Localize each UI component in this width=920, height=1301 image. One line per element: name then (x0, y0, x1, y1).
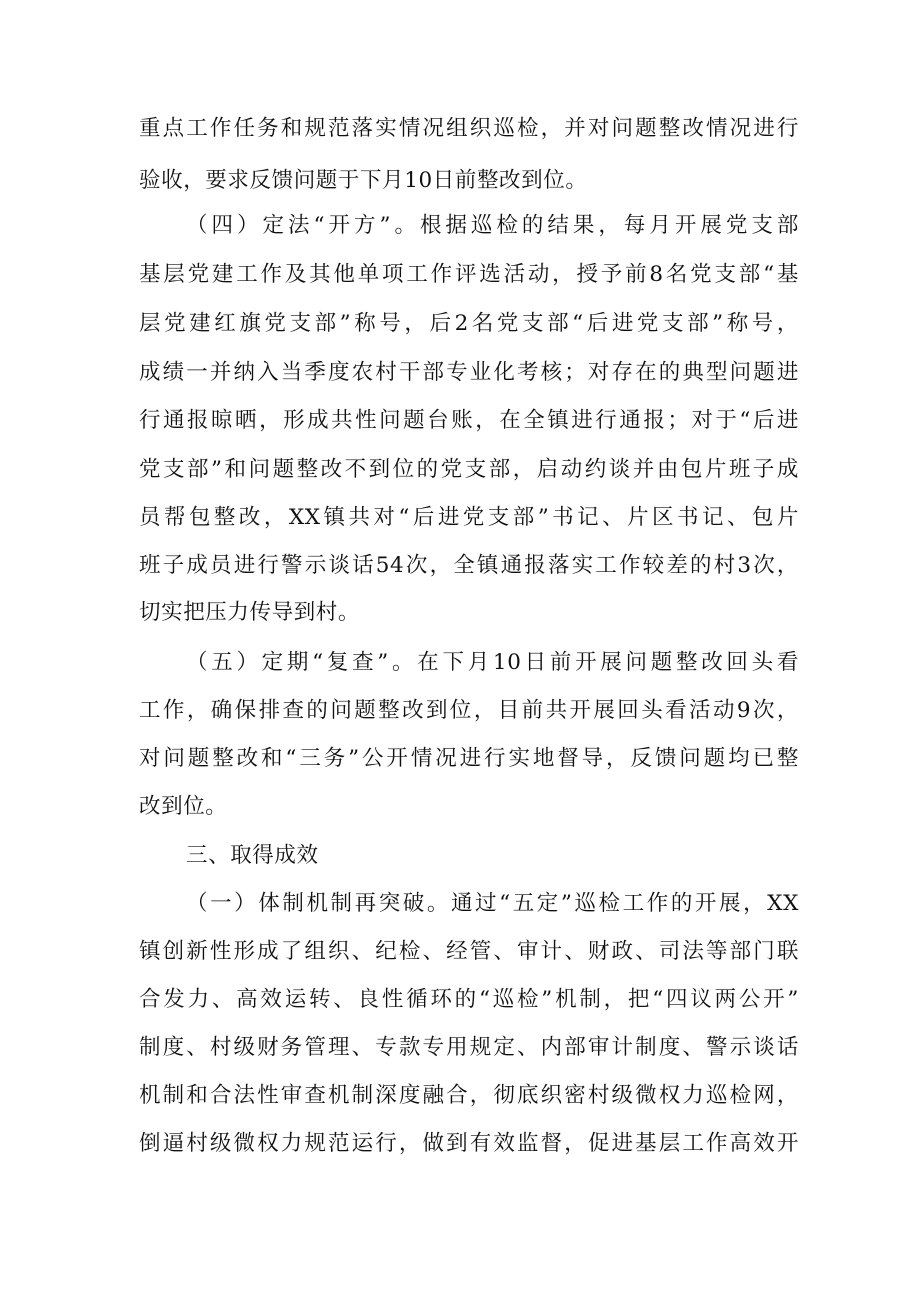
paragraph-line: （四）定法“开方”。根据巡检的结果，每月开展党支部 (186, 213, 799, 238)
paragraph-line: （一）体制机制再突破。通过“五定”巡检工作的开展，XX (186, 891, 799, 916)
paragraph-line: 切实把压力传导到村。 (139, 600, 361, 625)
paragraph-line: 成绩一并纳入当季度农村干部专业化考核；对存在的典型问题进 (139, 360, 799, 385)
paragraph-line: 层党建红旗党支部”称号，后2名党支部“后进党支部”称号， (139, 311, 799, 336)
paragraph-line: 重点工作任务和规范落实情况组织巡检，并对问题整改情况进行 (139, 116, 799, 141)
paragraph-line: 镇创新性形成了组织、纪检、经管、审计、财政、司法等部门联 (139, 939, 799, 964)
paragraph-line: 基层党建工作及其他单项工作评选活动，授予前8名党支部“基 (139, 262, 799, 287)
paragraph-line: 制度、村级财务管理、专款专用规定、内部审计制度、警示谈话 (139, 1035, 799, 1060)
paragraph-line: 行通报晾晒，形成共性问题台账，在全镇进行通报；对于“后进 (139, 408, 799, 433)
paragraph-line: 验收，要求反馈问题于下月10日前整改到位。 (139, 168, 588, 193)
paragraph-line: 倒逼村级微权力规范运行，做到有效监督，促进基层工作高效开 (139, 1131, 799, 1156)
paragraph-line: 班子成员进行警示谈话54次，全镇通报落实工作较差的村3次， (139, 553, 799, 578)
paragraph-line: （五）定期“复查”。在下月10日前开展问题整改回头看 (186, 650, 799, 675)
paragraph-line: 员帮包整改，XX镇共对“后进党支部”书记、片区书记、包片 (139, 505, 799, 530)
paragraph-line: 改到位。 (139, 794, 228, 819)
paragraph-line: 党支部”和问题整改不到位的党支部，启动约谈并由包片班子成 (139, 457, 799, 482)
paragraph-line: 合发力、高效运转、良性循环的“巡检”机制，把“四议两公开” (139, 987, 799, 1012)
paragraph-line: 对问题整改和“三务”公开情况进行实地督导，反馈问题均已整 (139, 746, 799, 771)
paragraph-line: 机制和合法性审查机制深度融合，彻底织密村级微权力巡检网， (139, 1083, 799, 1108)
section-heading: 三、取得成效 (186, 843, 319, 868)
paragraph-line: 工作，确保排查的问题整改到位，目前共开展回头看活动9次， (139, 698, 799, 723)
